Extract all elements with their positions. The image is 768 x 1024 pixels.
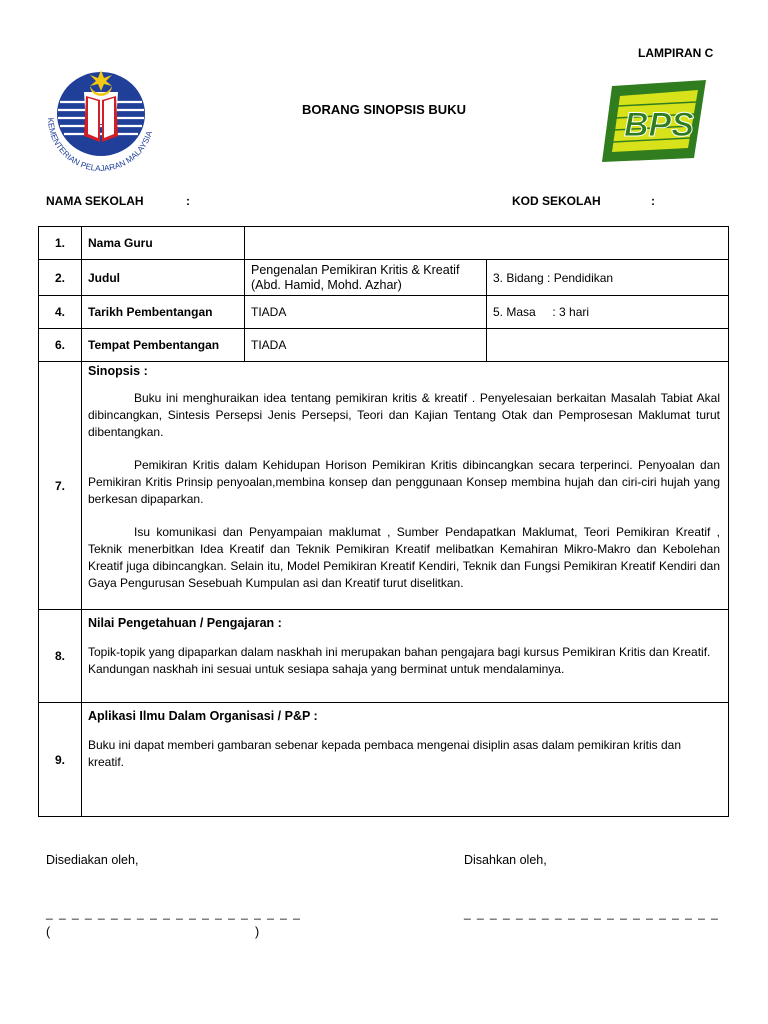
prepared-by-signature-line[interactable]: _ _ _ _ _ _ _ _ _ _ _ _ _ _ _ _ _ _ _ _ [46,906,302,920]
row-number: 8. [39,610,82,703]
bps-logo [598,76,708,164]
row-nama-guru [39,227,729,260]
row-tempat [39,329,729,362]
tempat-label: Tempat Pembentangan [82,329,245,362]
row-number: 9. [39,703,82,817]
aplikasi-ilmu-title: Aplikasi Ilmu Dalam Organisasi / P&P : [88,709,318,723]
disediakan-oleh-label: Disediakan oleh, [46,853,139,867]
masa-cell[interactable]: 5. Masa : 3 hari [487,296,729,329]
lampiran-label: LAMPIRAN C [638,46,714,60]
row-number: 2. [39,260,82,296]
kpm-logo [38,62,164,172]
prepared-by-paren-close: ) [255,925,260,939]
nama-sekolah-label: NAMA SEKOLAH [46,194,144,208]
nilai-pengetahuan-paragraph: Topik-topik yang dipaparkan dalam naskhah ini merupakan bahan pengajara bagi kursus Pemikiran Kritis dan Kreatif. Kandungan naskhah ini sesuai untuk sesiapa sahaja yang berminat untuk mendalaminya. [88,645,711,676]
aplikasi-ilmu-paragraph: Buku ini dapat memberi gambaran sebenar kepada pembaca mengenai disiplin asas dalam pemikiran kritis dan kreatif. [88,738,681,769]
aplikasi-ilmu-cell[interactable] [82,703,729,817]
nama-guru-label: Nama Guru [82,227,245,260]
sinopsis-paragraph-1: Buku ini menghuraikan idea tentang pemikiran kritis & kreatif . Penyelesaian berkaitan Masalah Tabiat Akal dibincangkan, Sintesis Persepsi Jenis Persepsi, Teori dan Kajian Tentang Otak dan Pemprosesan Maklumat turut dibentangkan. [88,391,720,439]
kod-sekolah-colon: : [651,194,655,208]
tarikh-label: Tarikh Pembentangan [82,296,245,329]
row-judul [39,260,729,296]
row-number: 6. [39,329,82,362]
nilai-pengetahuan-cell[interactable] [82,610,729,703]
row-number: 4. [39,296,82,329]
row-aplikasi-ilmu [39,703,729,817]
synopsis-form-table [38,226,729,817]
sinopsis-cell[interactable] [82,362,729,610]
sinopsis-paragraph-2: Pemikiran Kritis dalam Kehidupan Horison Pemikiran Kritis dibincangkan secara terperinci. Penyoalan dan Pemikiran Kritis Prinsip penyoalan,membina konsep dan penggunaan Konsep membina hujah dan ciri-ciri hujah yang berkesan dipaparkan. [88,458,720,506]
row-nilai-pengetahuan [39,610,729,703]
row-tarikh [39,296,729,329]
tarikh-value[interactable]: TIADA [245,296,487,329]
bidang-cell[interactable]: 3. Bidang : Pendidikan [487,260,729,296]
kpm-logo-text: KEMENTERIAN PELAJARAN MALAYSIA [45,117,155,172]
nilai-pengetahuan-title: Nilai Pengetahuan / Pengajaran : [88,616,282,630]
judul-value[interactable]: Pengenalan Pemikiran Kritis & Kreatif (Abd. Hamid, Mohd. Azhar) [245,260,487,296]
tempat-extra-cell[interactable] [487,329,729,362]
kod-sekolah-label: KOD SEKOLAH [512,194,601,208]
nama-guru-value[interactable] [245,227,729,260]
approved-by-signature-line[interactable]: _ _ _ _ _ _ _ _ _ _ _ _ _ _ _ _ _ _ _ _ [464,906,720,920]
sinopsis-title: Sinopsis : [88,364,148,378]
bps-logo-text: BPS [624,106,694,144]
nama-sekolah-colon: : [186,194,190,208]
prepared-by-paren-open: ( [46,925,51,939]
row-sinopsis [39,362,729,610]
judul-label: Judul [82,260,245,296]
row-number: 7. [39,362,82,610]
page-title: BORANG SINOPSIS BUKU [302,102,466,117]
tempat-value[interactable]: TIADA [245,329,487,362]
sinopsis-paragraph-3: Isu komunikasi dan Penyampaian maklumat , Sumber Pendapatkan Maklumat, Teori Pemikiran Kreatif , Teknik menerbitkan Idea Kreatif dan Teknik Pemikiran Kreatif melibatkan Kemahiran Mikro-Makro dan Kebolehan Kreatif juga dibincangkan. Selain itu, Model Pemikiran Kreatif Kendiri, Teknik dan Fungsi Pemikiran Kreatif Kendiri dan Gaya Pengurusan Sesebuah Kumpulan asi dan Kreatif turut diselitkan. [88,525,720,590]
row-number: 1. [39,227,82,260]
disahkan-oleh-label: Disahkan oleh, [464,853,547,867]
